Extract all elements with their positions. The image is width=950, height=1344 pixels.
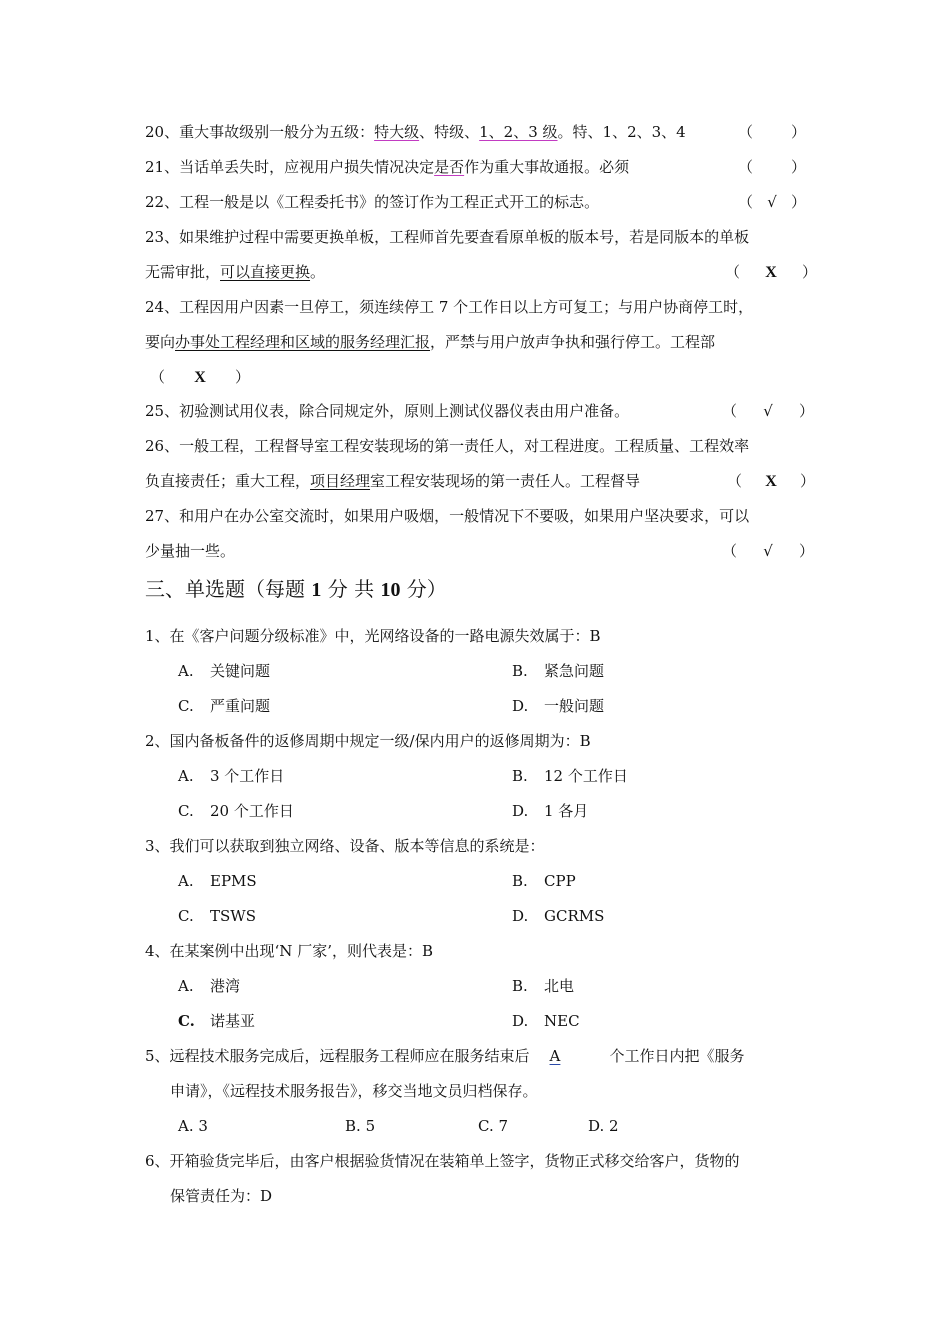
judge-item-26: 26、一般工程，工程督导室工程安装现场的第一责任人，对工程进度。工程质量、工程效率 [145,437,750,455]
mc-option: D. GCRMS [512,907,605,925]
answer-mark-20: （ ） [738,123,807,141]
mc-option: C. 20 个工作日 [178,802,294,820]
judge-item-21: 21、当话单丢失时，应视用户损失情况决定是否作为重大事故通报。必须 [145,158,630,176]
judge-item-23-cont: 无需审批，可以直接更换。 [145,263,326,281]
mc-question-6: 6、开箱验货完毕后，由客户根据验货情况在装箱单上签字，货物正式移交给客户，货物的 [145,1152,740,1170]
mc-option: A. 港湾 [178,977,241,995]
mc-option: D. 一般问题 [512,697,605,715]
answer-mark-23: （ X ） [725,263,818,281]
mc-question-6-cont: 保管责任为：D [170,1187,273,1205]
mc-question-5: 5、远程技术服务完成后，远程服务工程师应在服务结束后 A 个工作日内把《服务 [145,1047,745,1065]
answer-mark-22: （ √ ） [738,193,807,211]
mc-option: B. 5 [345,1117,376,1135]
judge-item-27: 27、和用户在办公室交流时，如果用户吸烟，一般情况下不要吸，如果用户坚决要求，可以 [145,507,750,525]
mc-option: B. CPP [512,872,576,890]
mc-option: D. NEC [512,1012,580,1030]
mc-option: C. TSWS [178,907,256,925]
judge-item-24: 24、工程因用户因素一旦停工，须连续停工 7 个工作日以上方可复工；与用户协商停工时， [145,298,754,316]
mc-option: C. 7 [478,1117,509,1135]
answer-mark-21: （ ） [738,158,807,176]
mc-option: C. 诺基亚 [178,1012,256,1030]
mc-option: B. 紧急问题 [512,662,605,680]
judge-item-24-cont: 要向办事处工程经理和区域的服务经理汇报，严禁与用户放声争执和强行停工。工程部 [145,333,716,351]
mc-question-5-cont: 申请》，《远程技术服务报告》，移交当地文员归档保存。 [170,1082,538,1100]
mc-option: D. 1 各月 [512,802,589,820]
item-number: 20 [145,123,165,141]
judge-item-27-cont: 少量抽一些。 [145,542,236,560]
judge-item-26-cont: 负直接责任；重大工程，项目经理室工程安装现场的第一责任人。工程督导 [145,472,641,490]
mc-option: B. 12 个工作日 [512,767,628,785]
mc-option: D. 2 [588,1117,619,1135]
answer-mark-26: （ X ） [727,472,816,490]
mc-option: A. EPMS [178,872,257,890]
judge-item-20: 20、重大事故级别一般分为五级：特大级、特级、1、2、3 级。特、1、2、3、4 [145,123,686,141]
judge-item-25: 25、初验测试用仪表，除合同规定外，原则上测试仪器仪表由用户准备。 [145,402,630,420]
mc-question-3: 3、我们可以获取到独立网络、设备、版本等信息的系统是： [145,837,545,855]
mc-option: B. 北电 [512,977,575,995]
mc-option: A. 3 个工作日 [178,767,285,785]
answer-mark-25: （ √ ） [722,402,815,420]
mc-option: A. 3 [178,1117,208,1135]
answer-blank: A [549,1047,561,1065]
mc-question-1: 1、在《客户问题分级标准》中，光网络设备的一路电源失效属于：B [145,627,601,645]
section-heading: 三、单选题（每题 1 分 共 10 分） [145,577,447,601]
answer-mark-27: （ √ ） [722,542,815,560]
mc-question-4: 4、在某案例中出现‘N 厂家’，则代表是：B [145,942,433,960]
mc-option: A. 关键问题 [178,662,271,680]
judge-item-22: 22、工程一般是以《工程委托书》的签订作为工程正式开工的标志。 [145,193,600,211]
answer-mark-24: （ X ） [150,368,251,386]
judge-item-23: 23、如果维护过程中需要更换单板，工程师首先要查看原单板的版本号，若是同版本的单板 [145,228,750,246]
mc-option: C. 严重问题 [178,697,271,715]
mc-question-2: 2、国内备板备件的返修周期中规定一级/保内用户的返修周期为：B [145,732,591,750]
